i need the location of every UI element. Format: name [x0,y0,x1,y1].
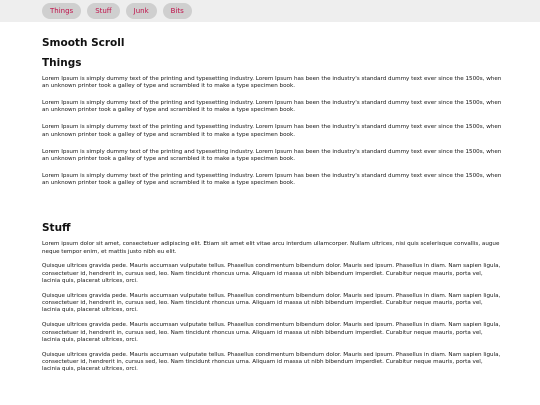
paragraph: Quisque ultrices gravida pede. Mauris accumsan vulputate tellus. Phasellus condimentum bibendum dolor. Mauris sed ipsum. Phasellus in diam. Nam sapien ligula, consectetuer id, hendrerit in, cursus sed, leo. Nam tincidunt rhoncus urna. Aliquam id massa ut nibh bibendum imperdiet. Curabitur neque mauris, porta vel, lacinia quis, placerat ultrices, orci. [42,322,501,343]
nav-link-bits[interactable]: Bits [163,3,192,19]
section-things [42,56,502,187]
paragraph: Lorem Ipsum is simply dummy text of the printing and typesetting industry. Lorem Ipsum has been the industry's standard dummy text ever since the 1500s, when an unknown printer took a galley of type and scrambled it to make a type specimen book. [42,148,502,162]
paragraph: Lorem Ipsum is simply dummy text of the printing and typesetting industry. Lorem Ipsum has been the industry's standard dummy text ever since the 1500s, when an unknown printer took a galley of type and scrambled it to make a type specimen book. [42,76,502,90]
top-nav [0,0,540,22]
section-heading: Things [42,57,82,69]
paragraph: Quisque ultrices gravida pede. Mauris accumsan vulputate tellus. Phasellus condimentum bibendum dolor. Mauris sed ipsum. Phasellus in diam. Nam sapien ligula, consectetuer id, hendrerit in, cursus sed, leo. Nam tincidunt rhoncus urna. Aliquam id massa ut nibh bibendum imperdiet. Curabitur neque mauris, porta vel, lacinia quis, placerat ultrices, orci. [42,351,501,373]
paragraph: Quisque ultrices gravida pede. Mauris accumsan vulputate tellus. Phasellus condimentum bibendum dolor. Mauris sed ipsum. Phasellus in diam. Nam sapien ligula, consectetuer id, hendrerit in, cursus sed, leo. Nam tincidunt rhoncus urna. Aliquam id massa ut nibh bibendum imperdiet. Curabitur neque mauris, porta vel, lacinia quis, placerat ultrices, orci. [42,292,501,314]
nav-link-things[interactable]: Things [42,3,81,19]
paragraph: Quisque ultrices gravida pede. Mauris accumsan vulputate tellus. Phasellus condimentum bibendum dolor. Mauris sed ipsum. Phasellus in diam. Nam sapien ligula, consectetuer id, hendrerit in, cursus sed, leo. Nam tincidunt rhoncus urna. Aliquam id massa ut nibh bibendum imperdiet. Curabitur neque mauris, porta vel, lacinia quis, placerat ultrices, orci. [42,263,501,285]
nav-link-stuff[interactable]: Stuff [87,3,119,19]
paragraph: Lorem Ipsum is simply dummy text of the printing and typesetting industry. Lorem Ipsum has been the industry's standard dummy text ever since the 1500s, when an unknown printer took a galley of type and scrambled it to make a type specimen book. [42,124,502,138]
paragraph: Lorem Ipsum is simply dummy text of the printing and typesetting industry. Lorem Ipsum has been the industry's standard dummy text ever since the 1500s, when an unknown printer took a galley of type and scrambled it to make a type specimen book. [42,172,502,187]
nav-link-junk[interactable]: Junk [126,3,157,19]
section-heading: Stuff [42,222,71,235]
paragraph: Lorem ipsum dolor sit amet, consectetuer adipiscing elit. Etiam sit amet elit vitae arcu interdum ullamcorper. Nullam ultrices, nisi quis scelerisque convallis, augue neque tempor enim, et mattis justo nibh eu elit. [42,241,500,255]
page-title: Smooth Scroll [42,37,125,49]
paragraph: Lorem Ipsum is simply dummy text of the printing and typesetting industry. Lorem Ipsum has been the industry's standard dummy text ever since the 1500s, when an unknown printer took a galley of type and scrambled it to make a type specimen book. [42,100,502,114]
main-content [42,22,502,381]
section-stuff [42,221,502,373]
